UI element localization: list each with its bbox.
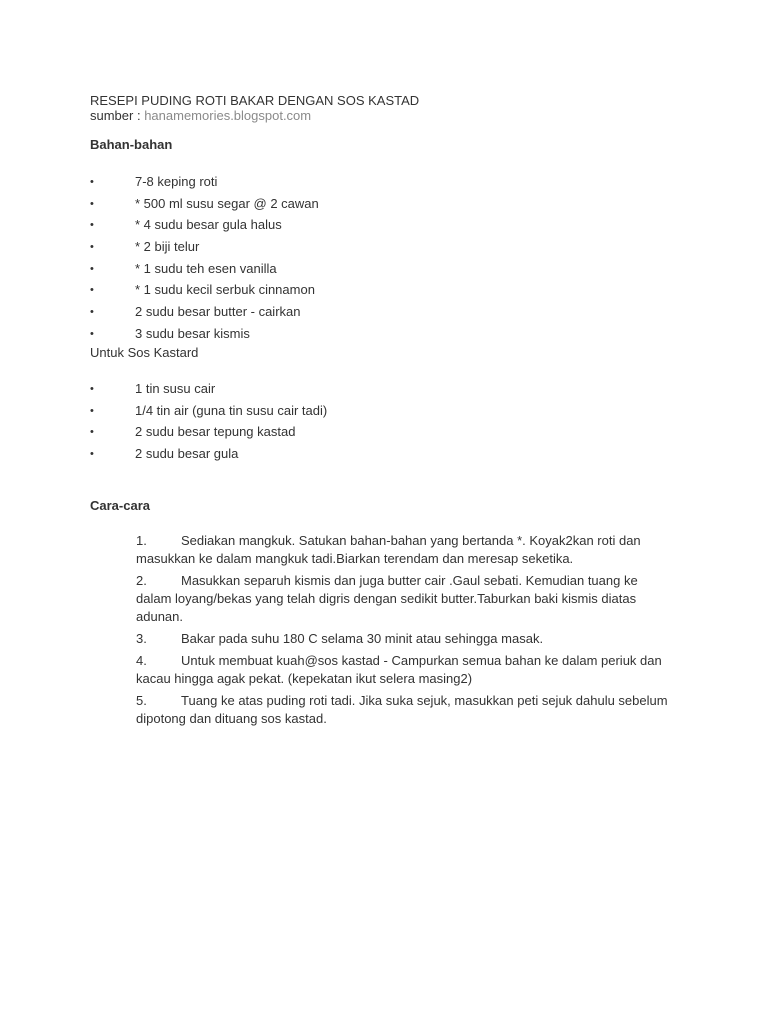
step-text: Bakar pada suhu 180 C selama 30 minit atau sehingga masak. <box>181 631 544 646</box>
list-item <box>90 196 690 218</box>
bullet-icon: • <box>90 404 94 417</box>
bullet-icon: • <box>90 383 94 395</box>
list-item <box>90 403 690 425</box>
sauce-ingredient-text: 1 tin susu cair <box>135 381 216 396</box>
ingredient-text: 3 sudu besar kismis <box>135 325 250 341</box>
list-item <box>90 424 690 446</box>
ingredient-text: 2 sudu besar butter - cairkan <box>135 304 301 320</box>
sauce-ingredient-text: 2 sudu besar tepung kastad <box>135 424 296 440</box>
ingredient-text: * 1 sudu kecil serbuk cinnamon <box>135 282 315 298</box>
step-number: 3. <box>136 631 147 646</box>
step-number: 4. <box>136 653 147 668</box>
step-text: Untuk membuat kuah@sos kastad - Campurkan semua bahan ke dalam periuk dan kacau hingga agak pekat. (kepekatan ikut selera masing2) <box>136 653 662 686</box>
bullet-icon: • <box>90 448 94 461</box>
ingredients-heading: Bahan-bahan <box>90 137 173 152</box>
list-item <box>90 217 690 239</box>
list-item <box>90 304 690 326</box>
step-text: Masukkan separuh kismis dan juga butter cair .Gaul sebati. Kemudian tuang ke dalam loyang/bekas yang telah digris dengan sedikit butter.Taburkan baki kismis diatas adunan. <box>136 573 638 624</box>
ingredient-text: 7-8 keping roti <box>135 174 218 189</box>
method-step <box>136 532 676 568</box>
ingredient-text: * 500 ml susu segar @ 2 cawan <box>135 195 319 211</box>
bullet-icon: • <box>90 197 94 210</box>
step-text: Tuang ke atas puding roti tadi. Jika suka sejuk, masukkan peti sejuk dahulu sebelum dipotong dan dituang sos kastad. <box>136 693 668 726</box>
ingredient-text: * 4 sudu besar gula halus <box>135 217 282 233</box>
method-steps <box>136 532 676 732</box>
bullet-icon: • <box>90 176 94 188</box>
bullet-icon: • <box>90 241 94 254</box>
ingredients-list <box>90 174 690 348</box>
step-number: 5. <box>136 693 147 708</box>
list-item <box>90 261 690 283</box>
list-item <box>90 239 690 261</box>
bullet-icon: • <box>90 327 94 340</box>
step-number: 1. <box>136 533 147 548</box>
bullet-icon: • <box>90 219 94 232</box>
source-line <box>90 108 311 124</box>
list-item <box>90 174 690 196</box>
bullet-icon: • <box>90 306 94 319</box>
method-step <box>136 572 676 626</box>
method-step <box>136 630 676 648</box>
source-link[interactable]: hanamemories.blogspot.com <box>144 108 312 123</box>
bullet-icon: • <box>90 426 94 439</box>
bullet-icon: • <box>90 262 94 275</box>
ingredient-text: * 2 biji telur <box>135 239 200 255</box>
method-step <box>136 692 676 728</box>
list-item <box>90 446 690 468</box>
step-number: 2. <box>136 573 147 588</box>
method-heading: Cara-cara <box>90 498 150 513</box>
list-item <box>90 381 690 403</box>
bullet-icon: • <box>90 284 94 297</box>
list-item <box>90 282 690 304</box>
sauce-ingredient-text: 1/4 tin air (guna tin susu cair tadi) <box>135 402 328 418</box>
recipe-title: RESEPI PUDING ROTI BAKAR DENGAN SOS KASTAD <box>90 93 420 108</box>
source-label: sumber : <box>90 108 141 123</box>
method-step <box>136 652 676 688</box>
sauce-list <box>90 381 690 468</box>
step-text: Sediakan mangkuk. Satukan bahan-bahan yang bertanda *. Koyak2kan roti dan masukkan ke dalam mangkuk tadi.Biarkan terendam dan meresap seketika. <box>136 533 641 566</box>
ingredient-text: * 1 sudu teh esen vanilla <box>135 260 277 276</box>
sauce-heading: Untuk Sos Kastard <box>90 345 199 360</box>
sauce-ingredient-text: 2 sudu besar gula <box>135 446 239 462</box>
